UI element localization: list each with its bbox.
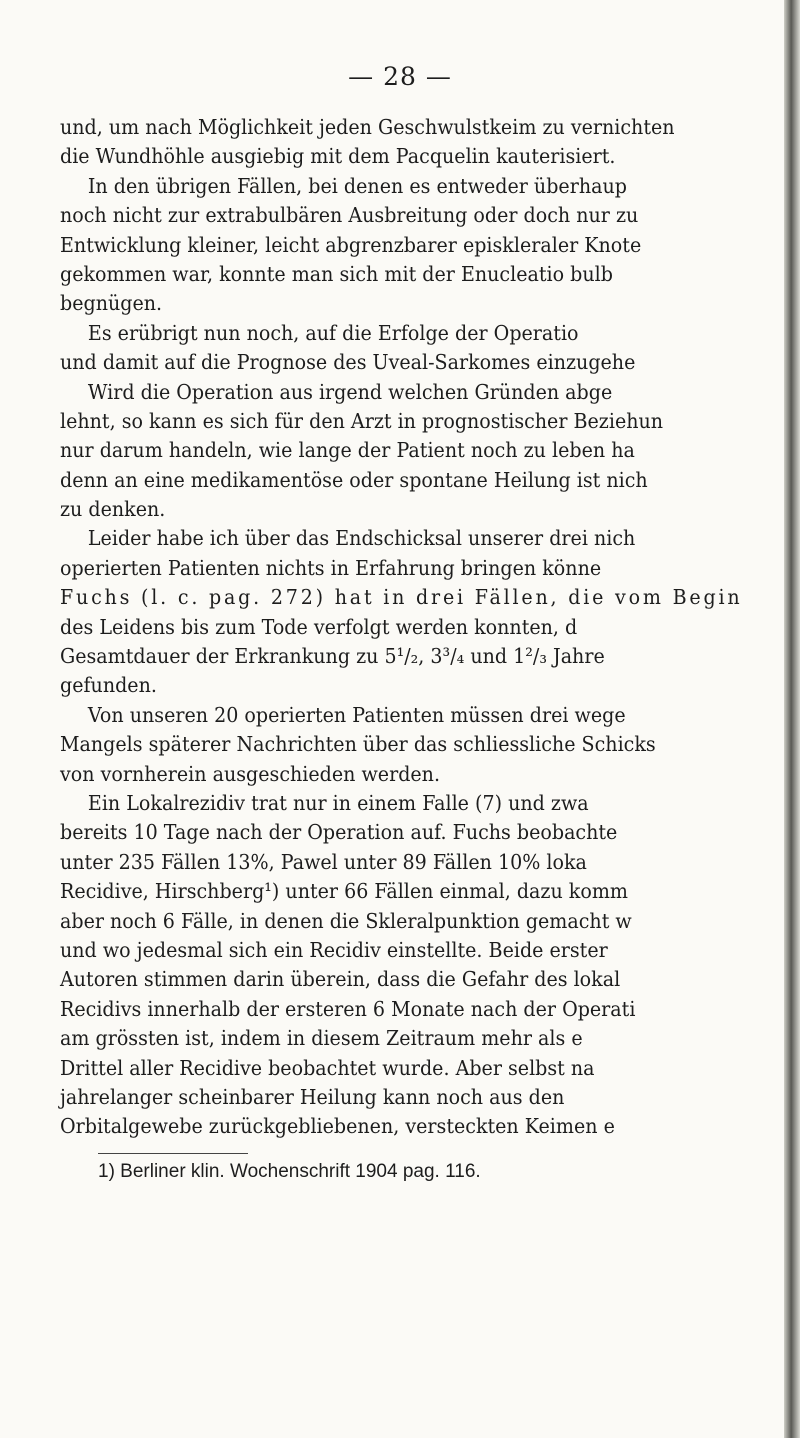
text-line: operierten Patienten nichts in Erfahrung bringen könne <box>60 555 602 580</box>
text-line: zu denken. <box>60 497 166 522</box>
text-line: lehnt, so kann es sich für den Arzt in prognostischer Beziehun <box>60 408 664 433</box>
body-text <box>60 113 767 1142</box>
text-line: von vornherein ausgeschieden werden. <box>60 761 441 786</box>
text-line: Ein Lokalrezidiv trat nur in einem Falle (7) und zwa <box>87 790 589 815</box>
page-number: — 28 — <box>348 62 452 91</box>
text-line: gekommen war, konnte man sich mit der Enucleatio bulb <box>60 261 613 286</box>
text-line: In den übrigen Fällen, bei denen es entweder überhaup <box>87 173 627 198</box>
text-line: jahrelanger scheinbarer Heilung kann noch aus den <box>60 1084 565 1109</box>
text-line: Von unseren 20 operierten Patienten müssen drei wege <box>87 702 626 727</box>
page-edge-shadow <box>784 0 800 1438</box>
text-line: des Leidens bis zum Tode verfolgt werden konnten, d <box>60 614 578 639</box>
text-line: Wird die Operation aus irgend welchen Gründen abge <box>87 379 613 404</box>
text-line: Mangels späterer Nachrichten über das schliessliche Schicks <box>60 732 656 757</box>
text-line: die Wundhöhle ausgiebig mit dem Pacquelin kauterisiert. <box>60 144 616 169</box>
text-line: unter 235 Fällen 13%, Pawel unter 89 Fällen 10% loka <box>60 849 587 874</box>
text-line: Gesamtdauer der Erkrankung zu 5¹/₂, 3³/₄ und 1²/₃ Jahre <box>60 644 605 669</box>
text-line: Orbitalgewebe zurückgebliebenen, versteckten Keimen e <box>60 1114 615 1139</box>
text-line: Recidive, Hirschberg¹) unter 66 Fällen einmal, dazu komm <box>60 879 628 904</box>
text-line: nur darum handeln, wie lange der Patient noch zu leben ha <box>60 438 635 463</box>
text-line: aber noch 6 Fälle, in denen die Skleralpunktion gemacht w <box>60 908 632 933</box>
text-line: Recidivs innerhalb der ersteren 6 Monate nach der Operati <box>60 996 636 1021</box>
text-line: bereits 10 Tage nach der Operation auf. Fuchs beobachte <box>60 820 618 845</box>
text-line: begnügen. <box>60 291 163 316</box>
text-line: noch nicht zur extrabulbären Ausbreitung oder doch nur zu <box>60 203 639 228</box>
text-line: Fuchs (l. c. pag. 272) hat in drei Fällen, die vom Begin <box>60 585 743 610</box>
text-line: und damit auf die Prognose des Uveal-Sarkomes einzugehe <box>60 350 636 375</box>
text-line: denn an eine medikamentöse oder spontane Heilung ist nich <box>60 467 648 492</box>
text-line: und, um nach Möglichkeit jeden Geschwulstkeim zu vernichten <box>60 115 675 139</box>
text-line: Es erübrigt nun noch, auf die Erfolge der Operatio <box>87 320 579 345</box>
text-line: Leider habe ich über das Endschicksal unserer drei nich <box>87 526 636 551</box>
text-line: Drittel aller Recidive beobachtet wurde. Aber selbst na <box>60 1055 595 1080</box>
footnote: 1) Berliner klin. Wochenschrift 1904 pag. 116. <box>98 1161 481 1182</box>
text-line: und wo jedesmal sich ein Recidiv einstellte. Beide erster <box>60 937 608 962</box>
text-line: Entwicklung kleiner, leicht abgrenzbarer episkleraler Knote <box>60 232 642 257</box>
text-line: Autoren stimmen darin überein, dass die Gefahr des lokal <box>60 967 621 992</box>
footnote-rule <box>98 1153 248 1154</box>
text-line: am grössten ist, indem in diesem Zeitraum mehr als e <box>60 1026 583 1051</box>
text-line: gefunden. <box>60 673 157 698</box>
